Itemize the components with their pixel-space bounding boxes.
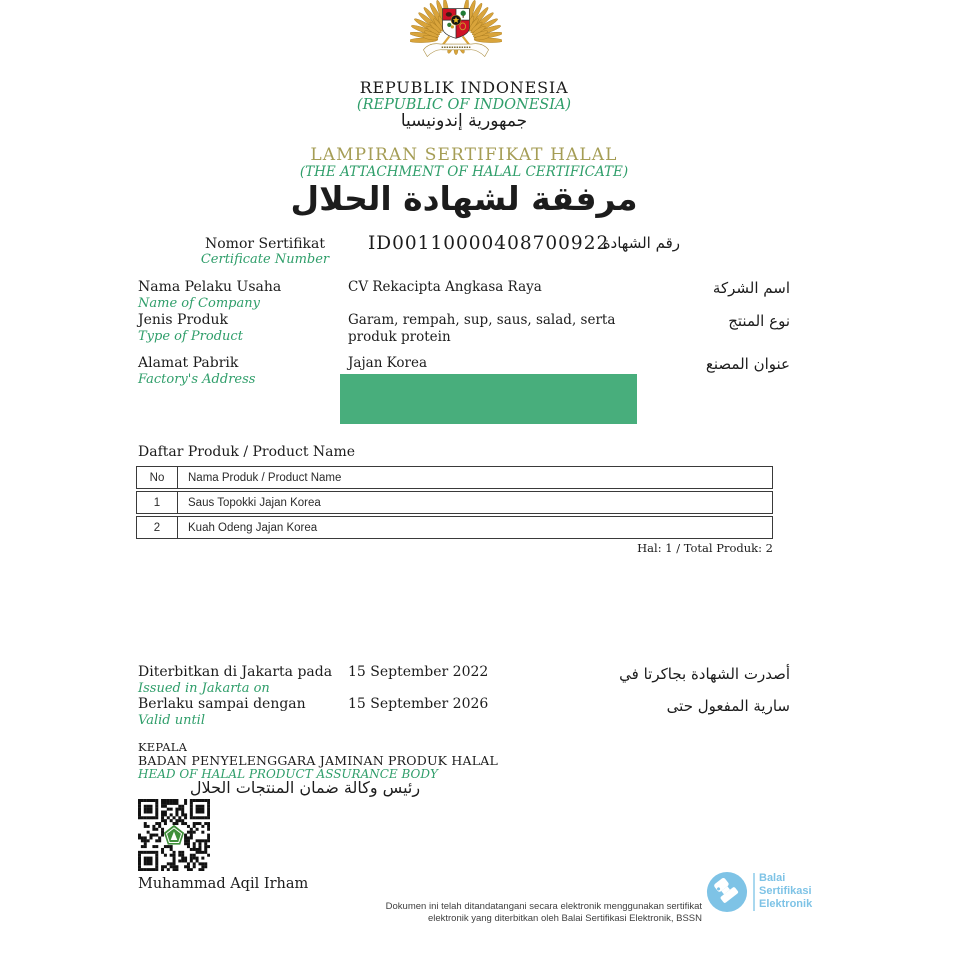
- factory-address-value: [348, 355, 653, 424]
- product-type-label: [138, 312, 348, 345]
- row-cell-no: 1: [137, 492, 178, 513]
- document-title-en: (THE ATTACHMENT OF HALAL CERTIFICATE): [299, 164, 629, 180]
- issued-label: [138, 664, 348, 697]
- company-label-en: Name of Company: [138, 295, 260, 311]
- field-row-company: [138, 279, 790, 312]
- field-row-factory-address: [138, 355, 790, 424]
- product-type-label-arabic: نوع المنتج: [728, 312, 790, 330]
- country-name-arabic: جمهورية إندونيسيا: [400, 111, 528, 131]
- disclaimer-line2: elektronik yang diterbitkan oleh Balai Sertifikasi Elektronik, BSSN: [427, 913, 702, 924]
- table-row: [136, 491, 773, 514]
- bsre-brand-line3: Elektronik: [759, 898, 813, 910]
- issuer-title-arabic: رئيس وكالة ضمان المنتجات الحلال: [189, 778, 421, 797]
- certificate-number-value: ID00110000408700922: [368, 233, 610, 254]
- company-label-id: Nama Pelaku Usaha: [138, 279, 282, 295]
- product-type-label-en: Type of Product: [138, 328, 243, 344]
- issuer-title-line2: BADAN PENYELENGGARA JAMINAN PRODUK HALAL: [138, 753, 498, 768]
- field-row-product-type: [138, 312, 790, 345]
- row-cell-name: Saus Topokki Jajan Korea: [188, 496, 321, 509]
- country-name-en: (REPUBLIC OF INDONESIA): [356, 97, 572, 113]
- certificate-number-label-id: Nomor Sertifikat: [205, 236, 325, 252]
- issued-label-id: Diterbitkan di Jakarta pada: [138, 664, 333, 680]
- valid-until-label-id: Berlaku sampai dengan: [138, 696, 306, 712]
- issued-label-arabic: أصدرت الشهادة بجاكرتا في: [619, 665, 790, 683]
- product-type-value: Garam, rempah, sup, saus, salad, serta produk protein: [348, 312, 616, 345]
- field-row-valid-until: [138, 696, 790, 729]
- pancasila-shield: [443, 9, 470, 39]
- issued-label-en: Issued in Jakarta on: [138, 680, 270, 696]
- certificate-number-label-arabic: رقم الشهادة: [602, 234, 680, 252]
- issuer-title-en: HEAD OF HALAL PRODUCT ASSURANCE BODY: [138, 767, 438, 781]
- address-redaction-box: [340, 374, 637, 424]
- issued-date-value: 15 September 2022: [348, 664, 489, 680]
- disclaimer-line1: Dokumen ini telah ditandatangani secara elektronik menggunakan sertifikat: [385, 901, 702, 912]
- bsre-brand-line1: Balai: [759, 872, 786, 884]
- issuer-title-line1: KEPALA: [138, 740, 188, 754]
- valid-until-label-arabic: سارية المفعول حتى: [666, 697, 790, 715]
- company-value: CV Rekacipta Angkasa Raya: [348, 279, 542, 295]
- footer-divider: [753, 873, 755, 911]
- row-cell-no: 2: [137, 517, 178, 538]
- halal-indonesia-logo-icon: [163, 824, 185, 846]
- certificate-number-label: [170, 236, 360, 268]
- header-cell-name: Nama Produk / Product Name: [188, 471, 342, 484]
- factory-address-text: Jajan Korea: [348, 355, 428, 371]
- valid-until-date-value: 15 September 2026: [348, 696, 489, 712]
- field-row-issued-date: [138, 664, 790, 697]
- factory-address-label-arabic: عنوان المصنع: [705, 355, 790, 373]
- factory-address-label-en: Factory's Address: [138, 371, 256, 387]
- product-table: [136, 466, 773, 541]
- valid-until-label-en: Valid until: [138, 712, 205, 728]
- signer-name: Muhammad Aqil Irham: [138, 876, 309, 892]
- document-title-arabic: مرفقة لشهادة الحلال: [290, 179, 638, 218]
- country-name-id: REPUBLIK INDONESIA: [359, 78, 569, 97]
- electronic-signature-disclaimer: [380, 901, 702, 925]
- factory-address-label: [138, 355, 348, 388]
- product-list-heading: Daftar Produk / Product Name: [138, 444, 356, 460]
- company-label: [138, 279, 348, 312]
- bsre-logo-icon: [706, 871, 748, 913]
- garuda-pancasila-emblem: [410, 0, 502, 62]
- document-title-id: LAMPIRAN SERTIFIKAT HALAL: [310, 145, 618, 165]
- table-row: [136, 516, 773, 539]
- factory-address-label-id: Alamat Pabrik: [138, 355, 239, 371]
- product-table-header-row: [136, 466, 773, 489]
- pagination-total-line: Hal: 1 / Total Produk: 2: [637, 541, 773, 555]
- certificate-number-label-en: Certificate Number: [200, 252, 330, 267]
- header-cell-no: No: [137, 467, 178, 488]
- product-type-label-id: Jenis Produk: [138, 312, 229, 328]
- bsre-brand-line2: Sertifikasi: [759, 885, 812, 897]
- company-label-arabic: اسم الشركة: [712, 279, 790, 297]
- row-cell-name: Kuah Odeng Jajan Korea: [188, 521, 318, 534]
- valid-until-label: [138, 696, 348, 729]
- bsre-brand-name: [759, 872, 812, 911]
